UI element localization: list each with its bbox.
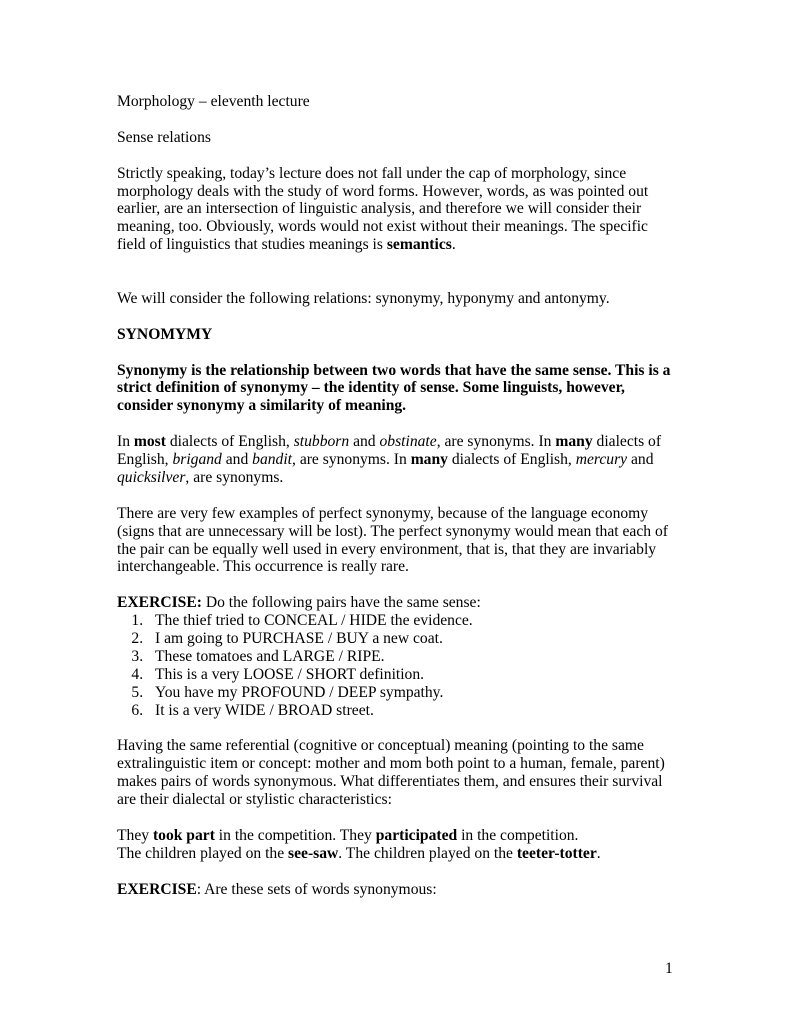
lecture-title: Morphology – eleventh lecture (117, 93, 310, 110)
synonymy-heading: SYNOMYMY (117, 325, 213, 343)
intro-text: Strictly speaking, today’s lecture does not fall under the cap of morphology, since morphology deals with the study of word forms. However, words, as was pointed out earlier, are an intersection of linguistic analysis, and therefore we will consider their meaning, too. Obviously, words would not exist without their meanings. The specific field of linguistics that studies meanings is (117, 164, 649, 254)
list-item: 4. This is a very LOOSE / SHORT definition. (147, 666, 677, 684)
perfect-synonymy-paragraph: There are very few examples of perfect synonymy, because of the language economy (signs that are unnecessary will be lost). The perfect synonymy would mean that each of the pair can be equally well used in every environment, that is, that they are invariably interchangeable. This occurrence is really rare. (117, 504, 668, 576)
list-item: 6. It is a very WIDE / BROAD street. (147, 702, 677, 720)
exercise-1-list (117, 612, 677, 719)
relations-paragraph: We will consider the following relations: synonymy, hyponymy and antonymy. (117, 289, 610, 307)
exercise-2-prompt: EXERCISE: Are these sets of words synonymous: (117, 880, 437, 898)
exercise-1-prompt: EXERCISE: Do the following pairs have the same sense: (117, 594, 481, 612)
example-took-part: They took part in the competition. They participated in the competition. (117, 827, 579, 844)
document-page (117, 93, 677, 899)
list-item: 2. I am going to PURCHASE / BUY a new coat. (147, 630, 677, 648)
section-subtitle: Sense relations (117, 128, 211, 146)
intro-paragraph: Strictly speaking, today’s lecture does not fall under the cap of morphology, since morphology deals with the study of word forms. However, words, as was pointed out earlier, are an intersection of linguistic analysis, and therefore we will consider their meaning, too. Obviously, words would not exist without their meanings. The specific field of linguistics that studies meanings is semantics. (117, 164, 649, 254)
semantics-term: semantics (386, 236, 452, 254)
list-item: 5. You have my PROFOUND / DEEP sympathy. (147, 684, 677, 702)
page-number: 1 (665, 960, 673, 977)
synonymy-definition: Synonymy is the relationship between two words that have the same sense. This is a strict definition of synonymy – the identity of sense. Some linguists, however, consider synonymy a similarity of meaning. (117, 361, 671, 415)
example-see-saw: The children played on the see-saw. The children played on the teeter-totter. (117, 844, 601, 862)
dialects-paragraph: In most dialects of English, stubborn and obstinate, are synonyms. In many dialects of English, brigand and bandit, are synonyms. In many dialects of English, mercury and quicksilver, are synonyms. (117, 433, 662, 486)
referential-paragraph: Having the same referential (cognitive or conceptual) meaning (pointing to the same extralinguistic item or concept: mother and mom both point to a human, female, parent) makes pairs of words synonymous. What differentiates them, and ensures their survival are their dialectal or stylistic characteristics: (117, 737, 665, 809)
list-item: 1. The thief tried to CONCEAL / HIDE the evidence. (147, 612, 677, 630)
list-item: 3. These tomatoes and LARGE / RIPE. (147, 648, 677, 666)
